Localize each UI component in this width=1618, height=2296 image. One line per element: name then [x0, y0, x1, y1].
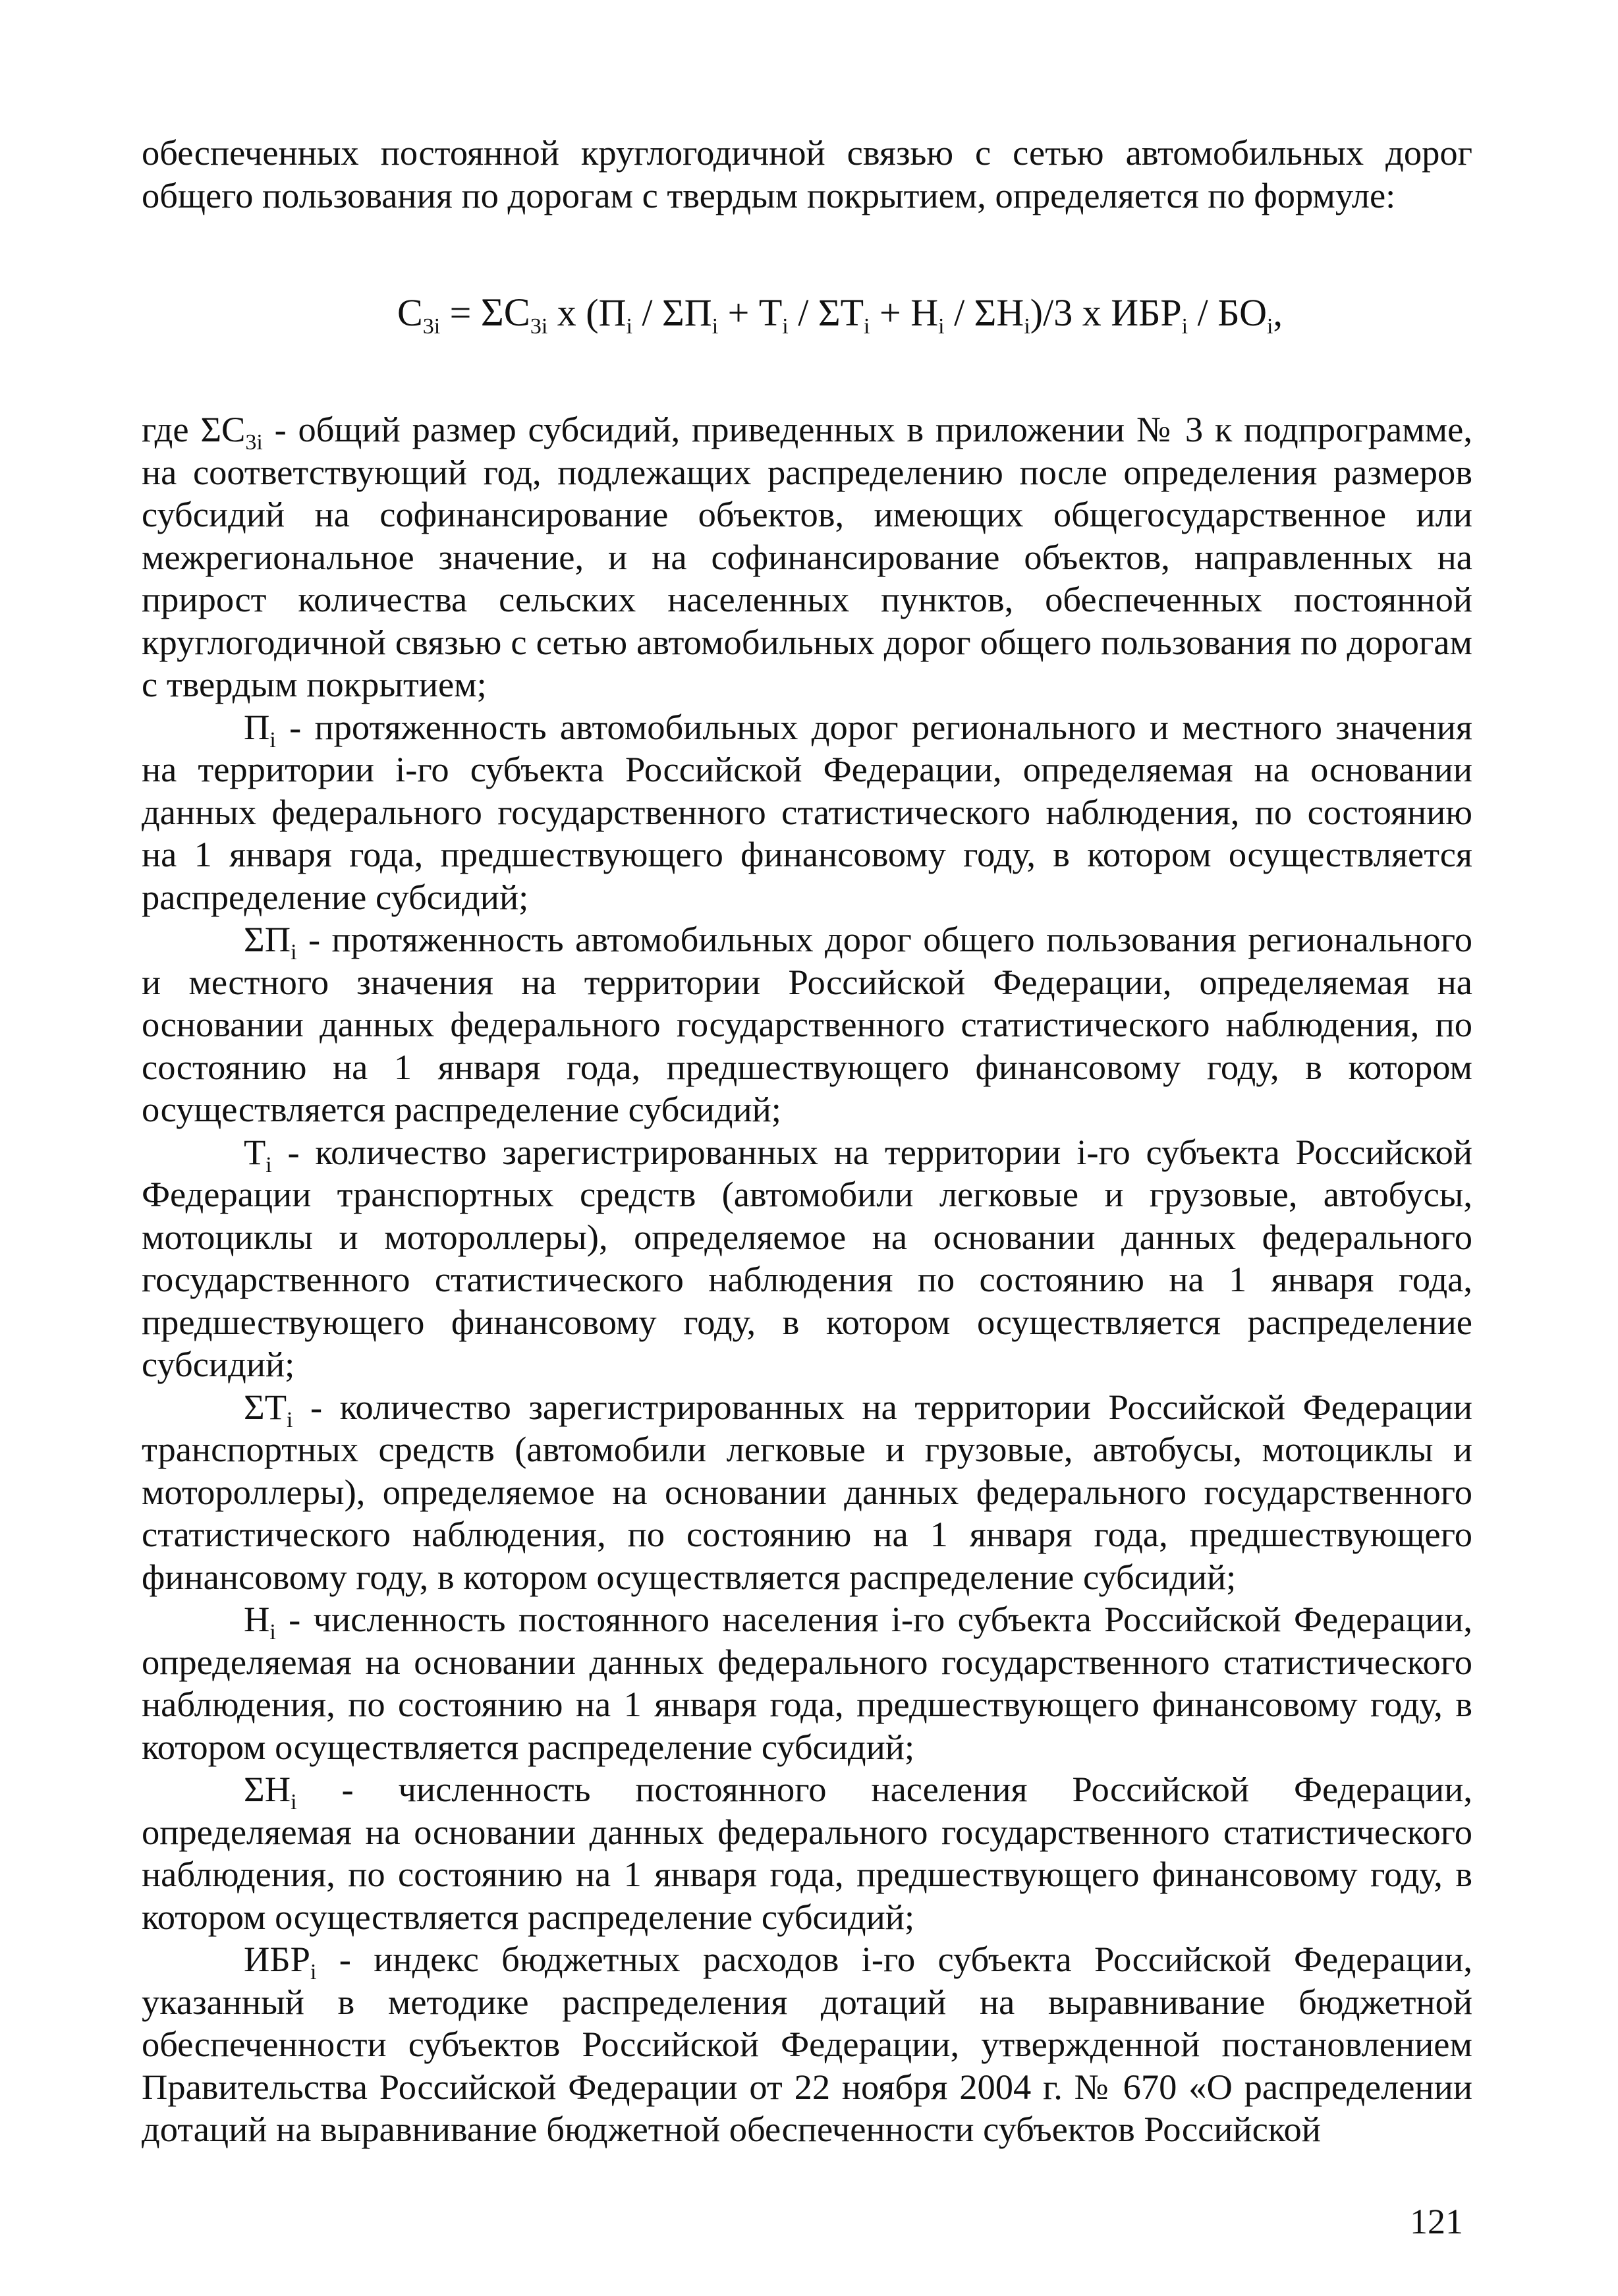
- formula-term: + Н: [870, 291, 939, 334]
- definition-term: Н: [244, 1599, 270, 1639]
- formula-sub: i: [782, 314, 789, 339]
- intro-paragraph: обеспеченных постоянной круглогодичной связью с сетью автомобильных дорог общего пользования по дорогам с твердым покрытием, определяется по формуле:: [142, 132, 1472, 215]
- definition-sub: i: [269, 727, 276, 752]
- definition-term: П: [244, 706, 270, 747]
- definition-text: - протяженность автомобильных дорог общего пользования регионального и местного значения на территории Российской Федерации, определяемая на основании данных федерального государственного статистического наблюдения, по состоянию на 1 января года, предшествующего финансовому году, в котором осуществляется распределение субсидий;: [142, 919, 1472, 1129]
- definition-sub: i: [310, 1960, 317, 1984]
- definition-term: ΣП: [244, 919, 291, 959]
- definition-text: - количество зарегистрированных на территории Российской Федерации транспортных средств (автомобили легковые и грузовые, автобусы, мотоциклы и мотороллеры), определяемое на основании данных федерального государственного статистического наблюдения, по состоянию на 1 января года, предшествующего финансовому году, в котором осуществляется распределение субсидий;: [142, 1386, 1472, 1597]
- formula-sub: i: [864, 314, 870, 339]
- formula-eq: =: [440, 291, 481, 334]
- definition-paragraph: [142, 1131, 1472, 1386]
- formula-term: х (П: [547, 291, 627, 334]
- definition-term: где ΣС: [142, 409, 246, 449]
- formula-sub: i: [938, 314, 945, 339]
- formula-term: ,: [1273, 291, 1283, 334]
- definition-term: ΣН: [244, 1769, 291, 1809]
- formula: [142, 289, 1472, 339]
- formula-term: + Т: [718, 291, 783, 334]
- formula-sub: 3i: [422, 314, 441, 339]
- formula-lhs: C: [397, 291, 423, 334]
- document-page: [142, 132, 1472, 2151]
- formula-sub: i: [626, 314, 632, 339]
- formula-term: / ΣТ: [788, 291, 864, 334]
- formula-sub: i: [1024, 314, 1030, 339]
- definition-sub: 3i: [245, 430, 263, 455]
- definition-paragraph: [142, 1768, 1472, 1938]
- formula-sub: i: [1181, 314, 1188, 339]
- formula-term: ΣC: [480, 291, 530, 334]
- definition-sub: i: [287, 1407, 293, 1432]
- definition-paragraph: [142, 408, 1472, 706]
- definition-sub: i: [269, 1620, 276, 1644]
- definition-term: ΣТ: [244, 1386, 287, 1427]
- definition-term: ИБР: [244, 1939, 310, 1979]
- formula-term: / ΣН: [944, 291, 1024, 334]
- definition-term: Т: [244, 1131, 266, 1172]
- definition-paragraph: [142, 1938, 1472, 2151]
- definition-text: - численность постоянного населения i-го субъекта Российской Федерации, определяемая на основании данных федерального государственного статистического наблюдения, по состоянию на 1 января года, предшествующего финансовому году, в котором осуществляется распределение субсидий;: [142, 1599, 1472, 1767]
- definition-text: - протяженность автомобильных дорог регионального и местного значения на территории i-го субъекта Российской Федерации, определяемая на основании данных федерального государственного статистического наблюдения, по состоянию на 1 января года, предшествующего финансовому году, в котором осуществляется распределение субсидий;: [142, 706, 1472, 917]
- formula-term: / БО: [1188, 291, 1268, 334]
- page-number: 121: [1410, 2202, 1463, 2241]
- definition-text: - индекс бюджетных расходов i-го субъекта Российской Федерации, указанный в методике распределения дотаций на выравнивание бюджетной обеспеченности субъектов Российской Федерации, утвержденной постановлением Правительства Российской Федерации от 22 ноября 2004 г. № 670 «О распределении дотаций на выравнивание бюджетной обеспеченности субъектов Российской: [142, 1939, 1472, 2149]
- formula-sub: i: [711, 314, 719, 339]
- definition-text: - количество зарегистрированных на территории i-го субъекта Российской Федерации транспортных средств (автомобили легковые и грузовые, автобусы, мотоциклы и мотороллеры), определяемое на основании данных федерального государственного статистического наблюдения по состоянию на 1 января года, предшествующего финансовому году, в котором осуществляется распределение субсидий;: [142, 1131, 1472, 1384]
- formula-sub: 3i: [530, 314, 548, 339]
- formula-term: / ΣП: [632, 291, 712, 334]
- definition-sub: i: [265, 1152, 272, 1177]
- definition-paragraph: [142, 1598, 1472, 1768]
- definition-text: - общий размер субсидий, приведенных в приложении № 3 к подпрограмме, на соответствующий год, подлежащих распределению после определения размеров субсидий на софинансирование объектов, имеющих общегосударственное или межрегиональное значение, и на софинансирование объектов, направленных на прирост количества сельских населенных пунктов, обеспеченных постоянной круглогодичной связью с сетью автомобильных дорог общего пользования по дорогам с твердым покрытием;: [142, 409, 1472, 704]
- definition-sub: i: [291, 1790, 297, 1814]
- definition-sub: i: [291, 940, 297, 965]
- definition-text: - численность постоянного населения Российской Федерации, определяемая на основании данных федерального государственного статистического наблюдения, по состоянию на 1 января года, предшествующего финансовому году, в котором осуществляется распределение субсидий;: [142, 1769, 1472, 1937]
- formula-sub: i: [1267, 314, 1273, 339]
- definition-paragraph: [142, 706, 1472, 919]
- definition-paragraph: [142, 918, 1472, 1131]
- definition-paragraph: [142, 1386, 1472, 1599]
- formula-term: )/3 х ИБР: [1030, 291, 1182, 334]
